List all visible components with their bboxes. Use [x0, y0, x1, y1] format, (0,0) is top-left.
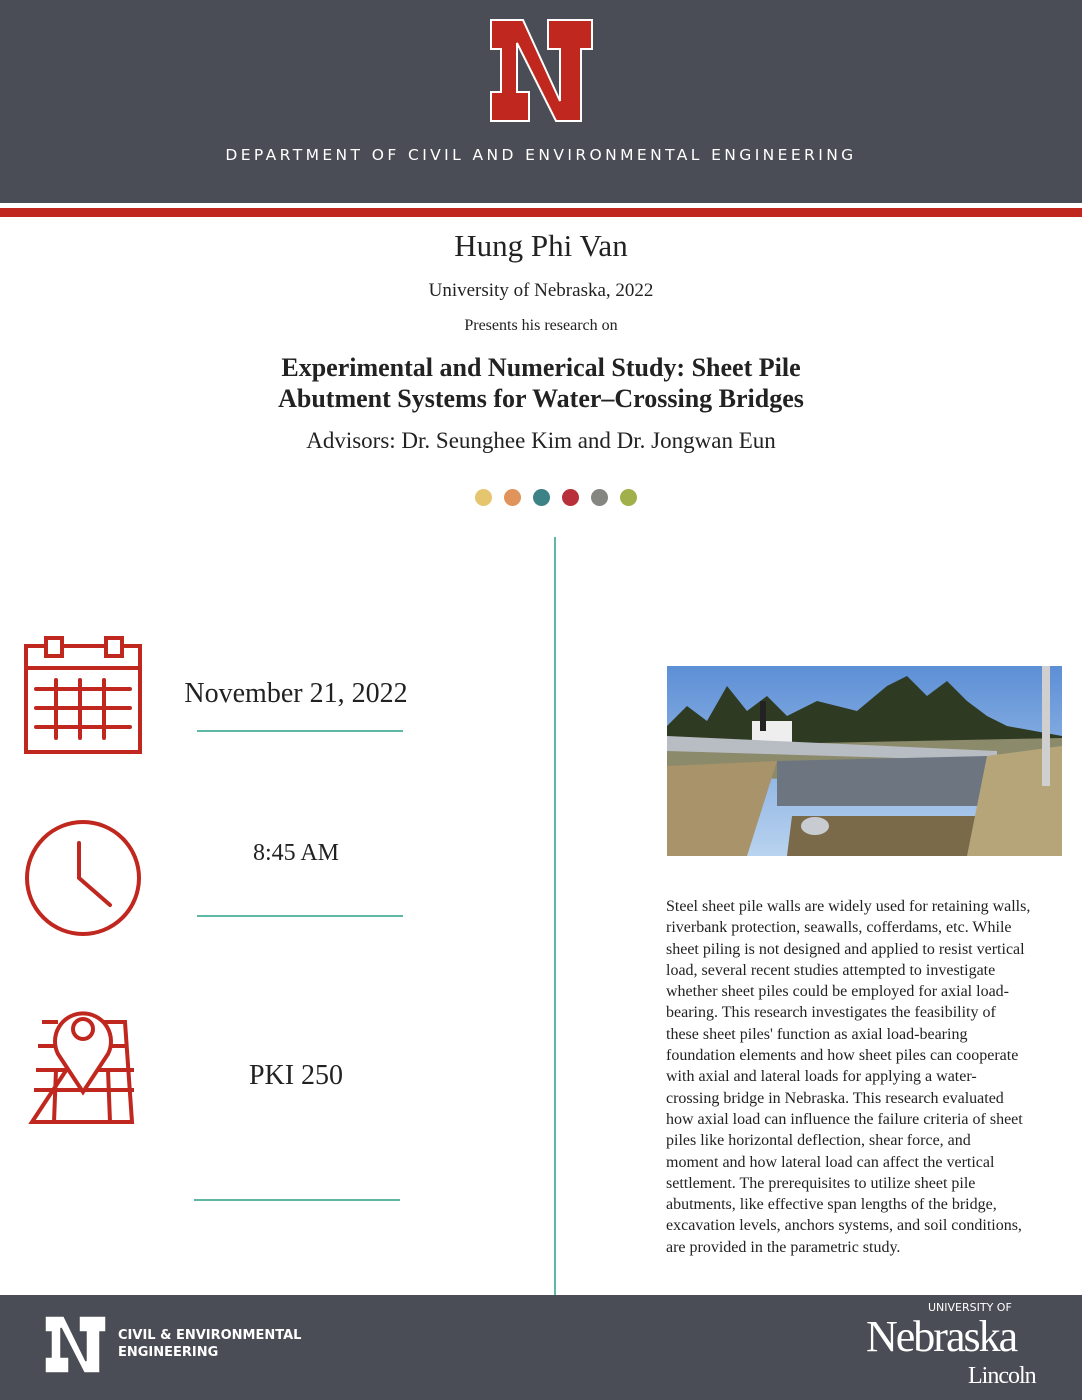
abstract-line: moment and how lateral load can affect the vertical [666, 1153, 995, 1171]
color-dot [562, 489, 579, 506]
footer-n-logo [44, 1315, 108, 1375]
abstract-line: bearing. This research investigates the feasibility of [666, 1004, 996, 1022]
title-line: Experimental and Numerical Study: Sheet Pile [281, 353, 801, 382]
footer-univ-top: UNIVERSITY OF [928, 1301, 1012, 1314]
abstract-line: how axial load can influence the failure criteria of sheet [666, 1110, 1023, 1128]
footer-dept-logo [118, 1327, 301, 1361]
footer-lincoln: Lincoln [968, 1363, 1036, 1389]
map-pin-icon [28, 1002, 140, 1126]
department-name: DEPARTMENT OF CIVIL AND ENVIRONMENTAL ENGINEERING [225, 146, 857, 164]
abstract-line: are provided in the parametric study. [666, 1238, 901, 1256]
calendar-icon [24, 636, 144, 756]
abstract-line: piles like horizontal deflection, shear force, and [666, 1132, 971, 1150]
abstract-line: settlement. The prerequisites to utilize sheet pile [666, 1174, 976, 1192]
color-dot [504, 489, 521, 506]
talk-title [0, 352, 1082, 414]
color-dot [620, 489, 637, 506]
color-dot [591, 489, 608, 506]
abstract-line: load, several recent studies attempted to investigate [666, 961, 996, 979]
nebraska-n-logo [490, 19, 594, 123]
advisors: Advisors: Dr. Seunghee Kim and Dr. Jongwan Eun [306, 428, 776, 453]
abstract-line: abutments, like effective span lengths of the bridge, [666, 1196, 997, 1214]
location-underline [194, 1199, 400, 1201]
presents-label: Presents his research on [464, 317, 618, 334]
abstract-line: Steel sheet pile walls are widely used for retaining walls, [666, 898, 1031, 915]
abstract-line: crossing bridge in Nebraska. This research evaluated [666, 1089, 1004, 1107]
abstract-line: these sheet piles' function as axial load-bearing [666, 1025, 968, 1043]
color-dot [475, 489, 492, 506]
clock-icon [24, 818, 144, 938]
footer-nebraska-wordmark: Nebraska [866, 1312, 1017, 1361]
date-underline [197, 730, 403, 732]
red-stripe [0, 208, 1082, 217]
event-time: 8:45 AM [252, 840, 339, 866]
title-line: Abutment Systems for Water–Crossing Bridges [278, 384, 804, 413]
abstract-line: whether sheet piles could be employed for axial load- [666, 983, 1009, 1001]
bridge-photo [667, 666, 1062, 856]
presenter-name: Hung Phi Van [454, 228, 628, 263]
footer-dept-line: CIVIL & ENVIRONMENTAL [118, 1328, 302, 1343]
footer-banner [0, 1295, 1082, 1400]
abstract-line: sheet piling is not designed and applied to resist vertical [666, 940, 1025, 958]
color-dot [533, 489, 550, 506]
abstract-line: with axial and lateral loads for applying a water- [666, 1068, 977, 1086]
footer-dept-line: ENGINEERING [118, 1345, 219, 1360]
abstract-text [666, 896, 1066, 1258]
abstract-line: foundation elements and how sheet piles can cooperate [666, 1047, 1019, 1065]
abstract-line: excavation levels, anchors systems, and soil conditions, [666, 1217, 1022, 1235]
event-date: November 21, 2022 [184, 678, 408, 709]
presenter-affiliation: University of Nebraska, 2022 [428, 280, 654, 301]
time-underline [197, 915, 403, 917]
event-location: PKI 250 [248, 1060, 344, 1091]
abstract-line: riverbank protection, seawalls, cofferdams, etc. While [666, 919, 1012, 937]
vertical-divider [554, 537, 556, 1295]
